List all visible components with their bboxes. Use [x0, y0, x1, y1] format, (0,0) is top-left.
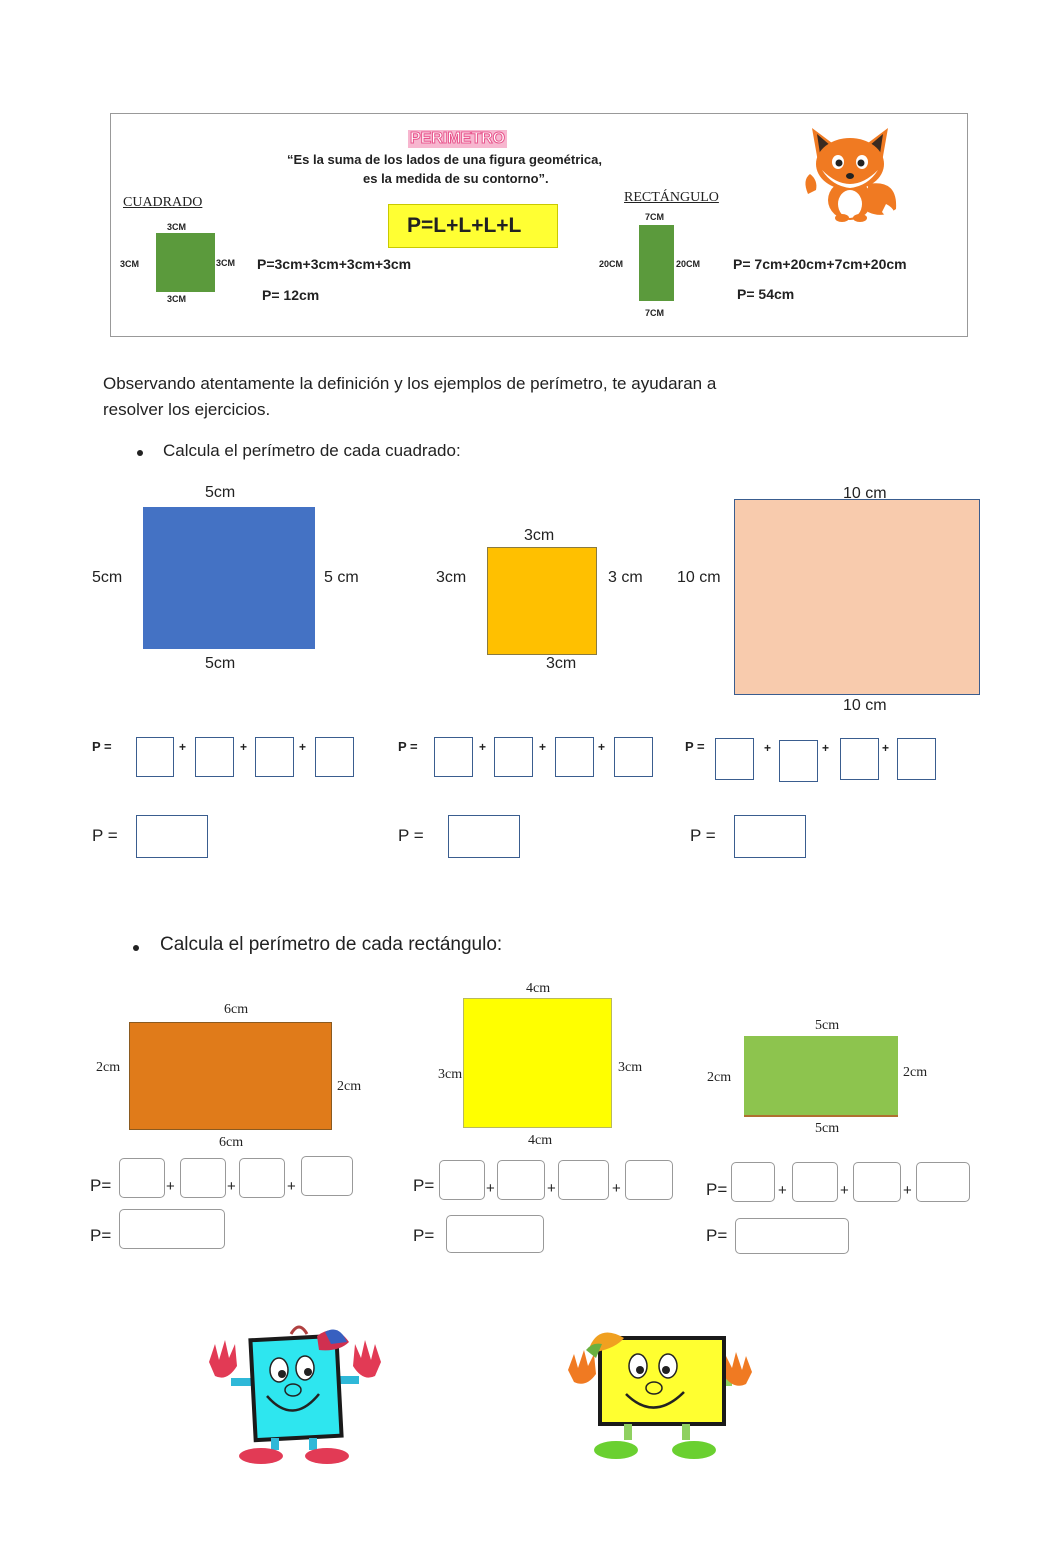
rectangle-3-total-input[interactable]: [735, 1218, 849, 1254]
square-sum: P=3cm+3cm+3cm+3cm: [257, 256, 412, 272]
plus-sign: +: [179, 740, 187, 754]
yellow-square-character: [560, 1322, 760, 1464]
rectangle-1-p-label: P=: [90, 1176, 112, 1195]
rectangle-3-total-label: P=: [706, 1226, 728, 1245]
square-1-bottom-label: 5cm: [205, 655, 236, 672]
intro-line-2: resolver los ejercicios.: [103, 400, 271, 419]
page-title: PERIMETRO: [410, 130, 506, 147]
square-side-right: 3CM: [216, 258, 236, 268]
rectangle-2-side-input-2[interactable]: [497, 1160, 545, 1200]
squares-instruction: Calcula el perímetro de cada cuadrado:: [163, 441, 461, 460]
square-3-p-label: P =: [685, 739, 705, 754]
rectangle-3-right-label: 2cm: [903, 1065, 928, 1080]
plus-sign: +: [840, 1182, 849, 1199]
rectangle-side-right: 20CM: [676, 259, 701, 269]
square-2-top-label: 3cm: [524, 527, 555, 544]
square-3-side-input-2[interactable]: [779, 740, 818, 782]
square-2: [487, 547, 597, 655]
square-1-side-input-1[interactable]: [136, 737, 174, 777]
rectangle-1-side-input-1[interactable]: [119, 1158, 165, 1198]
rectangle-2: [463, 998, 612, 1128]
square-1-total-input[interactable]: [136, 815, 208, 858]
rectangle-1-bottom-label: 6cm: [219, 1135, 244, 1150]
plus-sign: +: [539, 740, 547, 754]
rectangle-2-right-label: 3cm: [618, 1060, 643, 1075]
square-2-side-input-1[interactable]: [434, 737, 473, 777]
square-3: [734, 499, 980, 695]
rectangle-side-bottom: 7CM: [645, 308, 665, 318]
rectangle-1-side-input-2[interactable]: [180, 1158, 226, 1198]
formula-box: [388, 204, 558, 248]
cyan-square-character: [195, 1322, 395, 1464]
square-2-side-input-2[interactable]: [494, 737, 533, 777]
square-1-side-input-2[interactable]: [195, 737, 234, 777]
square-1-right-label: 5 cm: [324, 569, 359, 586]
rectangle-3: [744, 1036, 898, 1117]
square-3-side-input-3[interactable]: [840, 738, 879, 780]
square-3-total-label: P =: [690, 826, 716, 845]
square-2-p-label: P =: [398, 739, 418, 754]
square-1-side-input-4[interactable]: [315, 737, 354, 777]
rectangle-2-bottom-label: 4cm: [528, 1133, 553, 1148]
bullet-icon: [133, 945, 139, 951]
square-2-left-label: 3cm: [436, 569, 467, 586]
rectangle-side-top: 7CM: [645, 212, 665, 222]
definition-line-1: “Es la suma de los lados de una figura geométrica,: [287, 152, 602, 167]
square-3-side-input-4[interactable]: [897, 738, 936, 780]
square-1-side-input-3[interactable]: [255, 737, 294, 777]
plus-sign: +: [612, 1180, 621, 1197]
example-square: [156, 233, 215, 292]
square-2-total-label: P =: [398, 826, 424, 845]
plus-sign: +: [227, 1178, 236, 1195]
plus-sign: +: [240, 740, 248, 754]
rectangle-heading: RECTÁNGULO: [624, 190, 719, 205]
plus-sign: +: [882, 741, 890, 755]
rectangle-2-side-input-1[interactable]: [439, 1160, 485, 1200]
rectangle-result: P= 54cm: [737, 286, 795, 302]
rectangle-2-total-label: P=: [413, 1226, 435, 1245]
square-1-total-label: P =: [92, 826, 118, 845]
rectangle-3-side-input-1[interactable]: [731, 1162, 775, 1202]
square-side-left: 3CM: [120, 259, 140, 269]
rectangle-1-side-input-3[interactable]: [239, 1158, 285, 1198]
rectangle-1-left-label: 2cm: [96, 1060, 121, 1075]
rectangle-2-p-label: P=: [413, 1176, 435, 1195]
square-3-bottom-label: 10 cm: [843, 697, 887, 714]
rectangle-side-left: 20CM: [599, 259, 624, 269]
square-2-bottom-label: 3cm: [546, 655, 577, 672]
plus-sign: +: [547, 1180, 556, 1197]
plus-sign: +: [166, 1178, 175, 1195]
rectangle-3-bottom-label: 5cm: [815, 1121, 840, 1136]
square-2-side-input-3[interactable]: [555, 737, 594, 777]
rectangle-2-side-input-3[interactable]: [558, 1160, 609, 1200]
plus-sign: +: [598, 740, 606, 754]
square-heading: CUADRADO: [123, 195, 203, 210]
rectangle-1-top-label: 6cm: [224, 1002, 249, 1017]
example-rectangle: [639, 225, 674, 301]
formula-text: P=L+L+L+L: [407, 214, 522, 237]
square-3-total-input[interactable]: [734, 815, 806, 858]
plus-sign: +: [479, 740, 487, 754]
rectangle-3-left-label: 2cm: [707, 1070, 732, 1085]
rectangles-instruction: Calcula el perímetro de cada rectángulo:: [160, 934, 503, 955]
rectangle-2-side-input-4[interactable]: [625, 1160, 673, 1200]
rectangle-1-side-input-4[interactable]: [301, 1156, 353, 1196]
rectangle-1: [129, 1022, 332, 1130]
square-2-side-input-4[interactable]: [614, 737, 653, 777]
square-2-right-label: 3 cm: [608, 569, 643, 586]
square-3-side-input-1[interactable]: [715, 738, 754, 780]
rectangle-sum: P= 7cm+20cm+7cm+20cm: [733, 256, 907, 272]
square-3-top-label: 10 cm: [843, 485, 887, 502]
rectangle-3-side-input-3[interactable]: [853, 1162, 901, 1202]
square-1-top-label: 5cm: [205, 484, 236, 501]
rectangle-2-total-input[interactable]: [446, 1215, 544, 1253]
bullet-icon: [137, 450, 143, 456]
square-result: P= 12cm: [262, 287, 320, 303]
plus-sign: +: [287, 1178, 296, 1195]
square-side-top: 3CM: [167, 222, 187, 232]
rectangle-1-total-label: P=: [90, 1226, 112, 1245]
definition-line-2: es la medida de su contorno”.: [363, 171, 549, 186]
square-3-left-label: 10 cm: [677, 569, 721, 586]
square-1-p-label: P =: [92, 739, 112, 754]
rectangle-2-left-label: 3cm: [438, 1067, 463, 1082]
rectangle-3-side-input-2[interactable]: [792, 1162, 838, 1202]
rectangle-2-top-label: 4cm: [526, 981, 551, 996]
square-side-bottom: 3CM: [167, 294, 187, 304]
plus-sign: +: [778, 1182, 787, 1199]
plus-sign: +: [299, 740, 307, 754]
square-2-total-input[interactable]: [448, 815, 520, 858]
square-1: [143, 507, 315, 649]
fox-illustration: [798, 124, 904, 222]
rectangle-3-p-label: P=: [706, 1180, 728, 1199]
square-1-left-label: 5cm: [92, 569, 123, 586]
intro-line-1: Observando atentamente la definición y los ejemplos de perímetro, te ayudaran a: [103, 374, 717, 393]
rectangle-1-total-input[interactable]: [119, 1209, 225, 1249]
plus-sign: +: [903, 1182, 912, 1199]
plus-sign: +: [822, 741, 830, 755]
rectangle-3-side-input-4[interactable]: [916, 1162, 970, 1202]
rectangle-1-right-label: 2cm: [337, 1079, 362, 1094]
plus-sign: +: [486, 1180, 495, 1197]
rectangle-3-top-label: 5cm: [815, 1018, 840, 1033]
plus-sign: +: [764, 741, 772, 755]
